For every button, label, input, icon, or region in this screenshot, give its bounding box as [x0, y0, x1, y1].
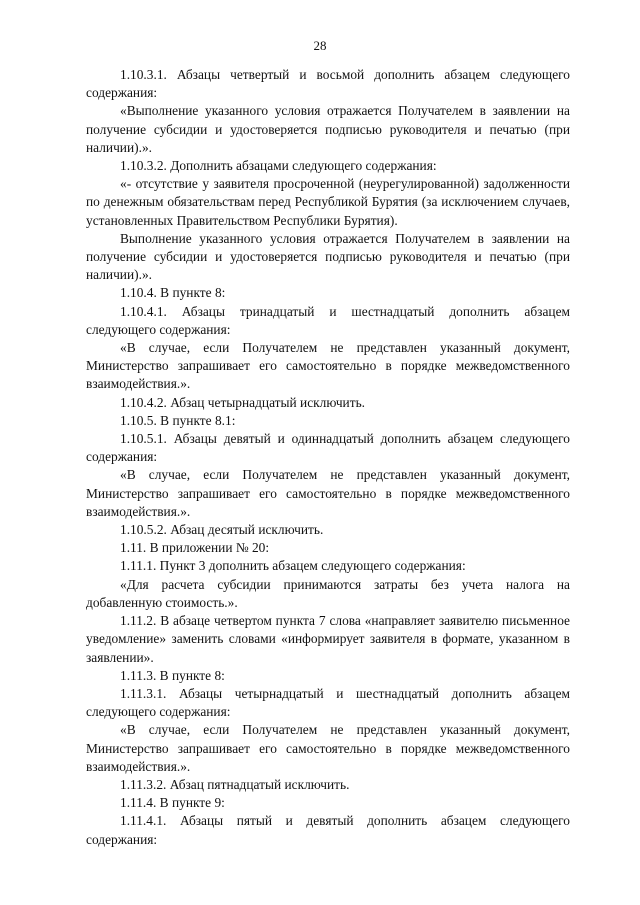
- paragraph: 1.11.3.2. Абзац пятнадцатый исключить.: [120, 776, 350, 792]
- paragraph: 1.11.1. Пункт 3 дополнить абзацем следующего содержания:: [120, 558, 466, 574]
- paragraph: 1.11.3.1. Абзацы четырнадцатый и шестнадцатый дополнить абзацем следующего содержания:: [86, 685, 570, 720]
- paragraph: 1.11.4.1. Абзацы пятый и девятый дополнить абзацем следующего содержания:: [86, 813, 570, 847]
- paragraph: 1.11.4. В пункте 9:: [120, 795, 225, 811]
- paragraph: 1.10.3.1. Абзацы четвертый и восьмой дополнить абзацем следующего содержания:: [86, 67, 570, 101]
- paragraph: 1.10.4.2. Абзац четырнадцатый исключить.: [120, 394, 366, 410]
- paragraph: «Выполнение указанного условия отражается Получателем в заявлении на получение субсидии и удостоверяется подписью руководителя и печатью (при наличии).».: [86, 103, 570, 155]
- paragraph: 1.11.3. В пункте 8:: [120, 667, 225, 683]
- paragraph: 1.10.5.2. Абзац десятый исключить.: [120, 522, 324, 538]
- page-number: 28: [313, 38, 327, 53]
- paragraph: «Для расчета субсидии принимаются затраты без учета налога на добавленную стоимость.».: [86, 576, 570, 610]
- paragraph: 1.11. В приложении № 20:: [120, 540, 270, 556]
- paragraph: 1.10.4.1. Абзацы тринадцатый и шестнадцатый дополнить абзацем следующего содержания:: [86, 303, 570, 337]
- paragraph: 1.10.4. В пункте 8:: [120, 285, 226, 301]
- paragraph: «В случае, если Получателем не представлен указанный документ, Министерство запрашивает его самостоятельно в порядке межведомственного взаимодействия.».: [86, 340, 570, 392]
- paragraph: «В случае, если Получателем не представлен указанный документ, Министерство запрашивает его самостоятельно в порядке межведомственного взаимодействия.».: [86, 467, 570, 519]
- paragraph: 1.10.5.1. Абзацы девятый и одиннадцатый дополнить абзацем следующего содержания:: [86, 431, 570, 465]
- paragraph: «В случае, если Получателем не представлен указанный документ, Министерство запрашивает его самостоятельно в порядке межведомственного взаимодействия.».: [86, 722, 570, 774]
- paragraph: «- отсутствие у заявителя просроченной (неурегулированной) задолженности по денежным обязательствам перед Республикой Бурятия (за исключением случаев, установленных Правительством Республики Бурятия).: [86, 176, 570, 228]
- document-body: [86, 66, 570, 849]
- paragraph: 1.11.2. В абзаце четвертом пункта 7 слова «направляет заявителю письменное уведомление» заменить словами «информирует заявителя в формате, указанном в заявлении».: [86, 613, 570, 665]
- paragraph: 1.10.5. В пункте 8.1:: [120, 412, 236, 428]
- paragraph: 1.10.3.2. Дополнить абзацами следующего содержания:: [120, 158, 437, 174]
- paragraph: Выполнение указанного условия отражается Получателем в заявлении на получение субсидии и удостоверяется подписью руководителя и печатью (при наличии).».: [86, 230, 570, 283]
